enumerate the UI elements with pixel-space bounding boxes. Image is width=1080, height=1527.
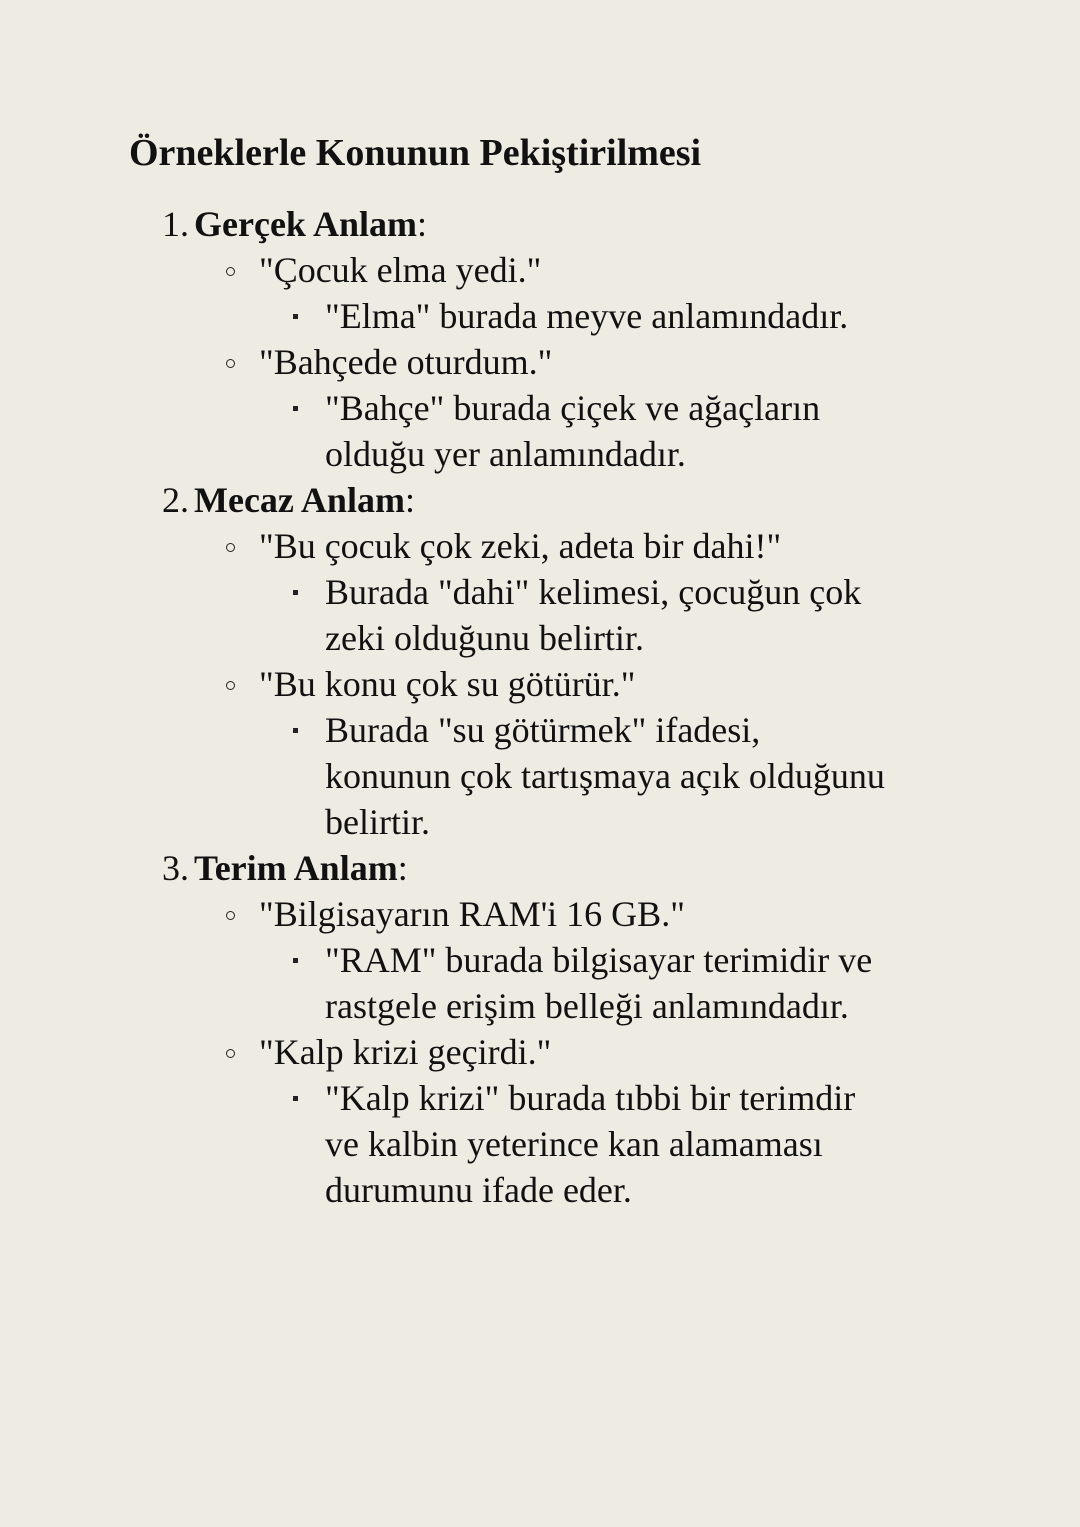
example-sentence: "Kalp krizi geçirdi."	[259, 1032, 552, 1072]
explanation-line	[0, 983, 1080, 1029]
example-line	[0, 661, 1080, 707]
explanation-line	[0, 1075, 1080, 1121]
explanation-line	[0, 293, 1080, 339]
section-heading	[194, 845, 408, 891]
circle-bullet-icon	[226, 543, 235, 552]
example-line	[0, 1029, 1080, 1075]
explanation-line	[0, 615, 1080, 661]
section-heading-text: Mecaz Anlam	[194, 480, 405, 520]
example-line	[0, 339, 1080, 385]
circle-bullet-icon	[226, 1049, 235, 1058]
explanation-text: "Kalp krizi" burada tıbbi bir terimdir	[325, 1078, 856, 1118]
square-bullet-icon	[293, 590, 298, 595]
circle-bullet-icon	[226, 267, 235, 276]
section-2	[0, 477, 1080, 845]
section-heading-line	[0, 845, 1080, 891]
explanation-line	[0, 799, 1080, 845]
example-line	[0, 891, 1080, 937]
explanation-text: olduğu yer anlamındadır.	[325, 434, 686, 474]
explanation-text: "Bahçe" burada çiçek ve ağaçların	[325, 388, 821, 428]
section-3	[0, 845, 1080, 1213]
explanation-text: durumunu ifade eder.	[325, 1170, 632, 1210]
square-bullet-icon	[293, 1096, 298, 1101]
circle-bullet-icon	[226, 359, 235, 368]
examples-list	[0, 201, 1080, 1213]
example-line	[0, 247, 1080, 293]
heading-colon: :	[404, 480, 415, 520]
explanation-line	[0, 1121, 1080, 1167]
explanation-line	[0, 385, 1080, 431]
example-sentence: "Bu çocuk çok zeki, adeta bir dahi!"	[259, 526, 782, 566]
explanation-line	[0, 937, 1080, 983]
section-heading	[194, 477, 415, 523]
example-sentence: "Bilgisayarın RAM'i 16 GB."	[259, 894, 685, 934]
explanation-line	[0, 753, 1080, 799]
section-number: 3.	[162, 848, 189, 888]
explanation-text: Burada "dahi" kelimesi, çocuğun çok	[325, 572, 862, 612]
square-bullet-icon	[293, 728, 298, 733]
section-number: 2.	[162, 480, 189, 520]
section-number: 1.	[162, 204, 189, 244]
heading-colon: :	[397, 848, 408, 888]
section-heading-text: Terim Anlam	[194, 848, 398, 888]
explanation-text: "Elma" burada meyve anlamındadır.	[325, 296, 849, 336]
example-sentence: "Çocuk elma yedi."	[259, 250, 542, 290]
page-title: Örneklerle Konunun Pekiştirilmesi	[129, 132, 702, 174]
square-bullet-icon	[293, 314, 298, 319]
explanation-line	[0, 569, 1080, 615]
example-sentence: "Bahçede oturdum."	[259, 342, 553, 382]
explanation-text: rastgele erişim belleği anlamındadır.	[325, 986, 849, 1026]
example-sentence: "Bu konu çok su götürür."	[259, 664, 636, 704]
explanation-line	[0, 431, 1080, 477]
explanation-line	[0, 1167, 1080, 1213]
square-bullet-icon	[293, 958, 298, 963]
explanation-line	[0, 707, 1080, 753]
explanation-text: zeki olduğunu belirtir.	[325, 618, 644, 658]
explanation-text: konunun çok tartışmaya açık olduğunu	[325, 756, 885, 796]
example-line	[0, 523, 1080, 569]
section-heading-text: Gerçek Anlam	[194, 204, 417, 244]
circle-bullet-icon	[226, 911, 235, 920]
square-bullet-icon	[293, 406, 298, 411]
section-1	[0, 201, 1080, 477]
circle-bullet-icon	[226, 681, 235, 690]
explanation-text: "RAM" burada bilgisayar terimidir ve	[325, 940, 873, 980]
explanation-text: ve kalbin yeterince kan alamaması	[325, 1124, 823, 1164]
heading-colon: :	[416, 204, 427, 244]
section-heading-line	[0, 477, 1080, 523]
section-heading	[194, 201, 427, 247]
section-heading-line	[0, 201, 1080, 247]
explanation-text: belirtir.	[325, 802, 430, 842]
explanation-text: Burada "su götürmek" ifadesi,	[325, 710, 761, 750]
